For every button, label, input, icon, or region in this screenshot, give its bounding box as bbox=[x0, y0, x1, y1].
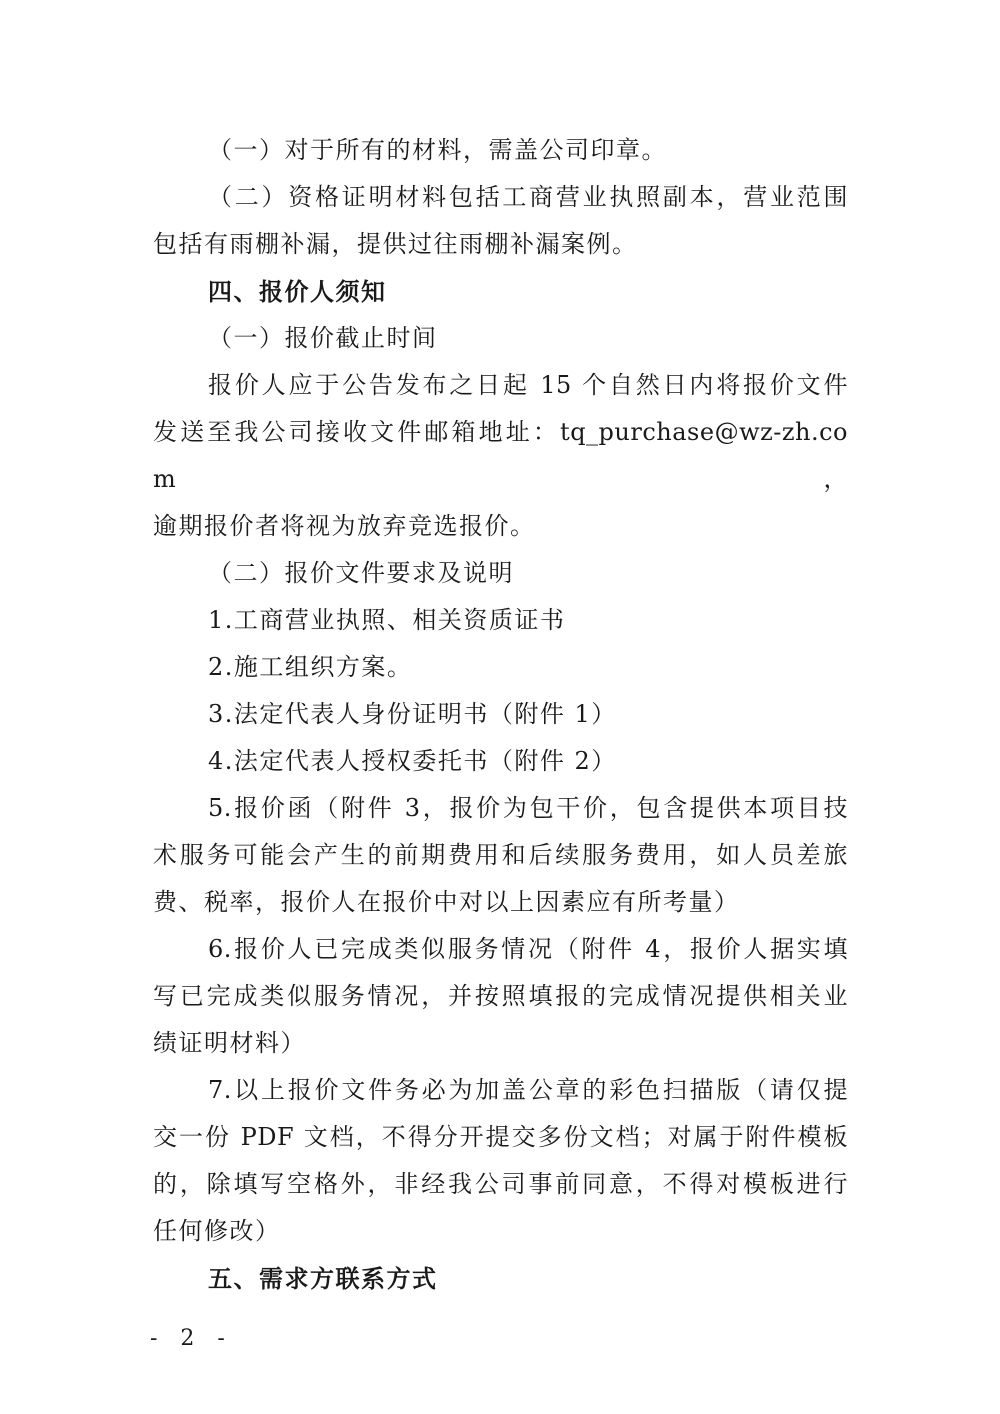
section-heading bbox=[153, 268, 848, 315]
text-line: 的，除填写空格外，非经我公司事前同意，不得对模板进行 bbox=[153, 1170, 848, 1198]
paragraph bbox=[153, 644, 848, 691]
text-line: 逾期报价者将视为放弃竞选报价。 bbox=[153, 512, 536, 540]
text-line: 1.工商营业执照、相关资质证书 bbox=[208, 606, 566, 634]
text-line: 任何修改） bbox=[153, 1217, 281, 1245]
paragraph bbox=[153, 738, 848, 785]
text-line: 费、税率，报价人在报价中对以上因素应有所考量） bbox=[153, 888, 740, 916]
text-line: （一）报价截止时间 bbox=[208, 324, 438, 352]
page-number: - 2 - bbox=[150, 1326, 233, 1351]
text-line: 4.法定代表人授权委托书（附件 2） bbox=[208, 747, 617, 775]
text-line: 五、需求方联系方式 bbox=[208, 1264, 438, 1293]
text-line: （二）资格证明材料包括工商营业执照副本，营业范围 bbox=[208, 183, 848, 211]
text-line: 2.施工组织方案。 bbox=[208, 653, 413, 681]
paragraph bbox=[153, 1067, 848, 1255]
text-line: 发送至我公司接收文件邮箱地址：tq_purchase@wz-zh.com， bbox=[153, 418, 848, 493]
section-heading bbox=[153, 1255, 848, 1302]
text-line: 绩证明材料） bbox=[153, 1029, 306, 1057]
text-line: 3.法定代表人身份证明书（附件 1） bbox=[208, 700, 617, 728]
text-line: 交一份 PDF 文档，不得分开提交多份文档；对属于附件模板 bbox=[153, 1123, 848, 1151]
text-line: （一）对于所有的材料，需盖公司印章。 bbox=[208, 136, 667, 164]
paragraph bbox=[153, 315, 848, 362]
text-line: 写已完成类似服务情况，并按照填报的完成情况提供相关业 bbox=[153, 982, 848, 1010]
paragraph bbox=[153, 926, 848, 1067]
paragraph bbox=[153, 785, 848, 926]
text-line: 7.以上报价文件务必为加盖公章的彩色扫描版（请仅提 bbox=[208, 1076, 848, 1104]
text-line: 术服务可能会产生的前期费用和后续服务费用，如人员差旅 bbox=[153, 841, 848, 869]
text-line: 报价人应于公告发布之日起 15 个自然日内将报价文件 bbox=[208, 371, 848, 399]
paragraph bbox=[153, 597, 848, 644]
document-body bbox=[153, 127, 848, 1302]
paragraph bbox=[153, 550, 848, 597]
paragraph bbox=[153, 174, 848, 268]
text-line: 5.报价函（附件 3，报价为包干价，包含提供本项目技 bbox=[208, 794, 848, 822]
paragraph bbox=[153, 127, 848, 174]
paragraph bbox=[153, 691, 848, 738]
text-line: 包括有雨棚补漏，提供过往雨棚补漏案例。 bbox=[153, 230, 638, 258]
text-line: 6.报价人已完成类似服务情况（附件 4，报价人据实填 bbox=[208, 935, 848, 963]
paragraph bbox=[153, 362, 848, 550]
text-line: （二）报价文件要求及说明 bbox=[208, 559, 514, 587]
text-line: 四、报价人须知 bbox=[208, 277, 387, 306]
